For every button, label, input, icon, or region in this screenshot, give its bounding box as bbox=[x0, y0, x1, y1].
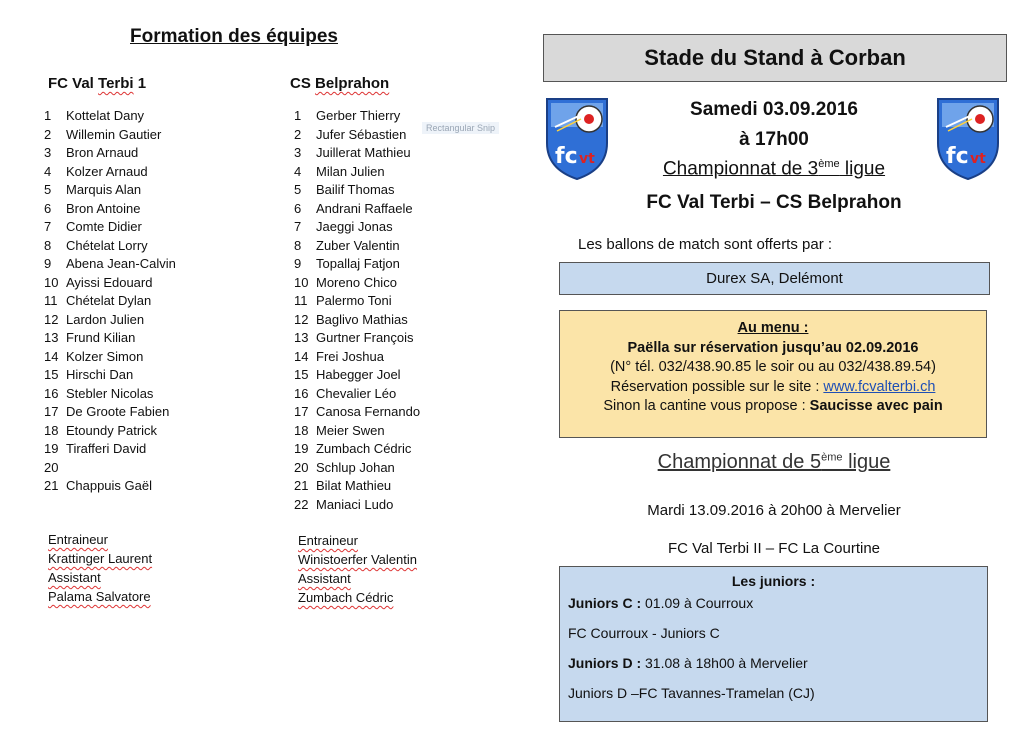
website-link[interactable]: www.fcvalterbi.ch bbox=[823, 378, 936, 395]
player-name: Gerber Thierry bbox=[316, 108, 401, 123]
fifth-league-match: FC Val Terbi II – FC La Courtine bbox=[667, 540, 881, 557]
home-assistant-label: Assistant bbox=[48, 570, 101, 585]
away-player-row bbox=[294, 348, 420, 367]
player-name: Stebler Nicolas bbox=[66, 385, 154, 401]
player-number: 16 bbox=[44, 385, 59, 401]
player-name: Moreno Chico bbox=[316, 274, 397, 290]
player-number: 2 bbox=[294, 126, 302, 142]
player-name: Topallaj Fatjon bbox=[316, 256, 400, 271]
player-number: 6 bbox=[294, 200, 302, 216]
player-name: Andrani Raffaele bbox=[316, 200, 413, 216]
player-name: Juillerat Mathieu bbox=[316, 145, 411, 160]
player-number: 7 bbox=[294, 219, 302, 234]
player-number: 8 bbox=[44, 237, 52, 253]
player-number: 21 bbox=[294, 478, 309, 493]
player-number: 3 bbox=[294, 145, 302, 160]
juniors-d-match: Juniors D –FC Tavannes-Tramelan (CJ) bbox=[568, 685, 815, 701]
player-number: 3 bbox=[44, 145, 52, 160]
home-team-title: FC Val Terbi 1 bbox=[48, 75, 147, 92]
player-number: 12 bbox=[294, 311, 309, 327]
player-number: 14 bbox=[44, 348, 59, 364]
home-player-row bbox=[44, 403, 176, 422]
player-name: Habegger Joel bbox=[316, 367, 401, 382]
player-name: Baglivo Mathias bbox=[316, 311, 408, 327]
svg-text:fc: fc bbox=[946, 144, 969, 169]
player-name: Meier Swen bbox=[316, 422, 385, 438]
player-name: Kolzer Arnaud bbox=[66, 163, 148, 179]
player-number: 11 bbox=[294, 293, 308, 308]
player-number: 20 bbox=[294, 459, 309, 475]
home-coach: Krattinger Laurent bbox=[48, 551, 153, 566]
home-player-row bbox=[44, 385, 176, 404]
menu-box bbox=[559, 310, 987, 438]
away-coach-label: Entraineur bbox=[298, 533, 358, 548]
player-number: 19 bbox=[44, 441, 59, 456]
player-number: 11 bbox=[44, 293, 58, 308]
snip-overlay-label: Rectangular Snip bbox=[422, 122, 499, 134]
player-number: 13 bbox=[294, 330, 309, 345]
juniors-box bbox=[559, 566, 988, 722]
player-number: 4 bbox=[44, 163, 52, 179]
menu-title: Au menu : bbox=[737, 320, 809, 336]
player-name: Abena Jean-Calvin bbox=[66, 256, 176, 271]
player-number: 6 bbox=[44, 200, 52, 216]
home-player-row bbox=[44, 329, 176, 348]
championship-5th-league: Championnat de 5ème ligue bbox=[657, 451, 891, 473]
player-name: Bilat Mathieu bbox=[316, 478, 392, 493]
match-time: à 17h00 bbox=[739, 129, 809, 150]
player-number: 19 bbox=[294, 441, 309, 456]
home-player-row bbox=[44, 218, 176, 237]
menu-line-cantine: Sinon la cantine vous propose : Saucisse avec pain bbox=[603, 398, 943, 414]
home-player-row bbox=[44, 181, 176, 200]
menu-line-phone: (N° tél. 032/438.90.85 le soir ou au 032/438.89.54) bbox=[610, 359, 936, 375]
player-name: Marquis Alan bbox=[66, 182, 142, 197]
away-player-row bbox=[294, 255, 420, 274]
player-number: 5 bbox=[294, 182, 302, 197]
player-name: Bron Antoine bbox=[66, 200, 141, 216]
player-name: Zuber Valentin bbox=[316, 237, 400, 253]
away-player-row bbox=[294, 311, 420, 330]
player-number: 18 bbox=[294, 422, 309, 438]
player-name: Chételat Lorry bbox=[66, 237, 148, 253]
away-player-row bbox=[294, 366, 420, 385]
away-player-row bbox=[294, 292, 420, 311]
match-title: FC Val Terbi – CS Belprahon bbox=[646, 192, 902, 213]
away-player-row bbox=[294, 237, 420, 256]
formation-title: Formation des équipes bbox=[130, 26, 338, 47]
player-number: 2 bbox=[44, 126, 52, 142]
away-roster bbox=[294, 107, 420, 514]
home-player-row bbox=[44, 163, 176, 182]
menu-line-reservation: Réservation possible sur le site : www.fcvalterbi.ch bbox=[610, 378, 936, 395]
home-player-row bbox=[44, 126, 176, 145]
championship-3rd-league: Championnat de 3ème ligue bbox=[662, 158, 886, 180]
home-player-row bbox=[44, 422, 176, 441]
juniors-c-match: FC Courroux - Juniors C bbox=[568, 625, 720, 641]
sponsor-box bbox=[559, 262, 990, 295]
player-name: Lardon Julien bbox=[66, 311, 145, 327]
player-number: 7 bbox=[44, 219, 52, 234]
player-number: 22 bbox=[294, 496, 309, 512]
svg-text:fc: fc bbox=[555, 144, 578, 169]
player-name: Tirafferi David bbox=[66, 441, 147, 456]
player-name: Bron Arnaud bbox=[66, 145, 139, 160]
player-name: Schlup Johan bbox=[316, 459, 395, 475]
away-player-row bbox=[294, 218, 420, 237]
juniors-c-line: Juniors C : 01.09 à Courroux bbox=[568, 595, 754, 611]
away-player-row bbox=[294, 107, 420, 126]
away-coach: Winistoerfer Valentin bbox=[298, 552, 417, 567]
away-player-row bbox=[294, 496, 420, 515]
player-name: Gurtner François bbox=[316, 330, 414, 345]
player-name: Chételat Dylan bbox=[66, 293, 152, 308]
player-name: Palermo Toni bbox=[316, 293, 392, 308]
venue-box bbox=[543, 34, 1007, 82]
ballons-text: Les ballons de match sont offerts par : bbox=[578, 236, 833, 253]
away-player-row bbox=[294, 144, 420, 163]
home-assistant: Palama Salvatore bbox=[48, 589, 151, 604]
svg-text:vt: vt bbox=[579, 151, 595, 167]
player-number: 15 bbox=[44, 367, 59, 382]
home-player-row bbox=[44, 366, 176, 385]
player-number: 20 bbox=[44, 459, 59, 475]
juniors-d-line: Juniors D : 31.08 à 18h00 à Mervelier bbox=[568, 655, 808, 671]
venue-title: Stade du Stand à Corban bbox=[644, 45, 906, 70]
home-roster bbox=[44, 107, 176, 496]
away-player-row bbox=[294, 329, 420, 348]
player-name: Chevalier Léo bbox=[316, 385, 397, 401]
home-player-row bbox=[44, 274, 176, 293]
player-name: Willemin Gautier bbox=[66, 126, 162, 142]
home-coach-label: Entraineur bbox=[48, 532, 108, 547]
home-staff bbox=[48, 530, 152, 606]
player-name: Jufer Sébastien bbox=[316, 126, 407, 142]
player-number: 13 bbox=[44, 330, 59, 345]
home-player-row bbox=[44, 477, 176, 496]
player-number: 17 bbox=[294, 404, 309, 419]
home-player-row bbox=[44, 311, 176, 330]
player-number: 1 bbox=[44, 108, 52, 123]
away-player-row bbox=[294, 200, 420, 219]
player-number: 10 bbox=[44, 274, 59, 290]
player-number: 8 bbox=[294, 237, 302, 253]
home-player-row bbox=[44, 459, 176, 478]
player-name: Bailif Thomas bbox=[316, 182, 395, 197]
player-name: Zumbach Cédric bbox=[316, 441, 412, 456]
home-player-row bbox=[44, 292, 176, 311]
sponsor-name: Durex SA, Delémont bbox=[706, 270, 843, 287]
home-player-row bbox=[44, 200, 176, 219]
player-name: Maniaci Ludo bbox=[316, 496, 394, 512]
menu-line-paella: Paëlla sur réservation jusqu’au 02.09.2016 bbox=[627, 339, 919, 356]
away-player-row bbox=[294, 422, 420, 441]
away-player-row bbox=[294, 274, 420, 293]
away-player-row bbox=[294, 440, 420, 459]
player-number: 21 bbox=[44, 478, 59, 493]
player-name: Comte Didier bbox=[66, 219, 142, 234]
away-staff bbox=[298, 531, 417, 607]
player-name: Hirschi Dan bbox=[66, 367, 134, 382]
home-player-row bbox=[44, 144, 176, 163]
match-date: Samedi 03.09.2016 bbox=[690, 99, 858, 120]
player-name: Jaeggi Jonas bbox=[316, 219, 393, 234]
away-assistant: Zumbach Cédric bbox=[298, 590, 394, 605]
home-player-row bbox=[44, 107, 176, 126]
player-name: Milan Julien bbox=[316, 163, 385, 179]
player-name: Canosa Fernando bbox=[316, 404, 421, 419]
home-player-row bbox=[44, 440, 176, 459]
svg-text:vt: vt bbox=[970, 151, 986, 167]
juniors-title: Les juniors : bbox=[731, 573, 816, 589]
player-number: 9 bbox=[294, 256, 302, 271]
player-number: 5 bbox=[44, 182, 52, 197]
player-name: Chappuis Gaël bbox=[66, 478, 152, 493]
player-number: 16 bbox=[294, 385, 309, 401]
player-name: Frei Joshua bbox=[316, 348, 384, 364]
away-player-row bbox=[294, 477, 420, 496]
away-player-row bbox=[294, 385, 420, 404]
home-player-row bbox=[44, 255, 176, 274]
away-player-row bbox=[294, 459, 420, 478]
home-player-row bbox=[44, 348, 176, 367]
player-name: De Groote Fabien bbox=[66, 404, 170, 419]
player-number: 10 bbox=[294, 274, 309, 290]
away-player-row bbox=[294, 403, 420, 422]
away-player-row bbox=[294, 163, 420, 182]
player-number: 12 bbox=[44, 311, 59, 327]
away-player-row bbox=[294, 181, 420, 200]
away-player-row bbox=[294, 126, 420, 145]
player-number: 1 bbox=[294, 108, 302, 123]
player-name: Ayissi Edouard bbox=[66, 274, 153, 290]
player-number: 9 bbox=[44, 256, 52, 271]
player-name: Frund Kilian bbox=[66, 330, 136, 345]
away-team-title: CS Belprahon bbox=[290, 75, 390, 92]
player-number: 17 bbox=[44, 404, 59, 419]
player-number: 18 bbox=[44, 422, 59, 438]
player-number: 14 bbox=[294, 348, 309, 364]
player-name: Kottelat Dany bbox=[66, 108, 145, 123]
player-name: Etoundy Patrick bbox=[66, 422, 158, 438]
home-player-row bbox=[44, 237, 176, 256]
player-number: 15 bbox=[294, 367, 309, 382]
player-number: 4 bbox=[294, 163, 302, 179]
player-name: Kolzer Simon bbox=[66, 348, 144, 364]
away-assistant-label: Assistant bbox=[298, 571, 351, 586]
fifth-league-date: Mardi 13.09.2016 à 20h00 à Mervelier bbox=[647, 502, 901, 519]
